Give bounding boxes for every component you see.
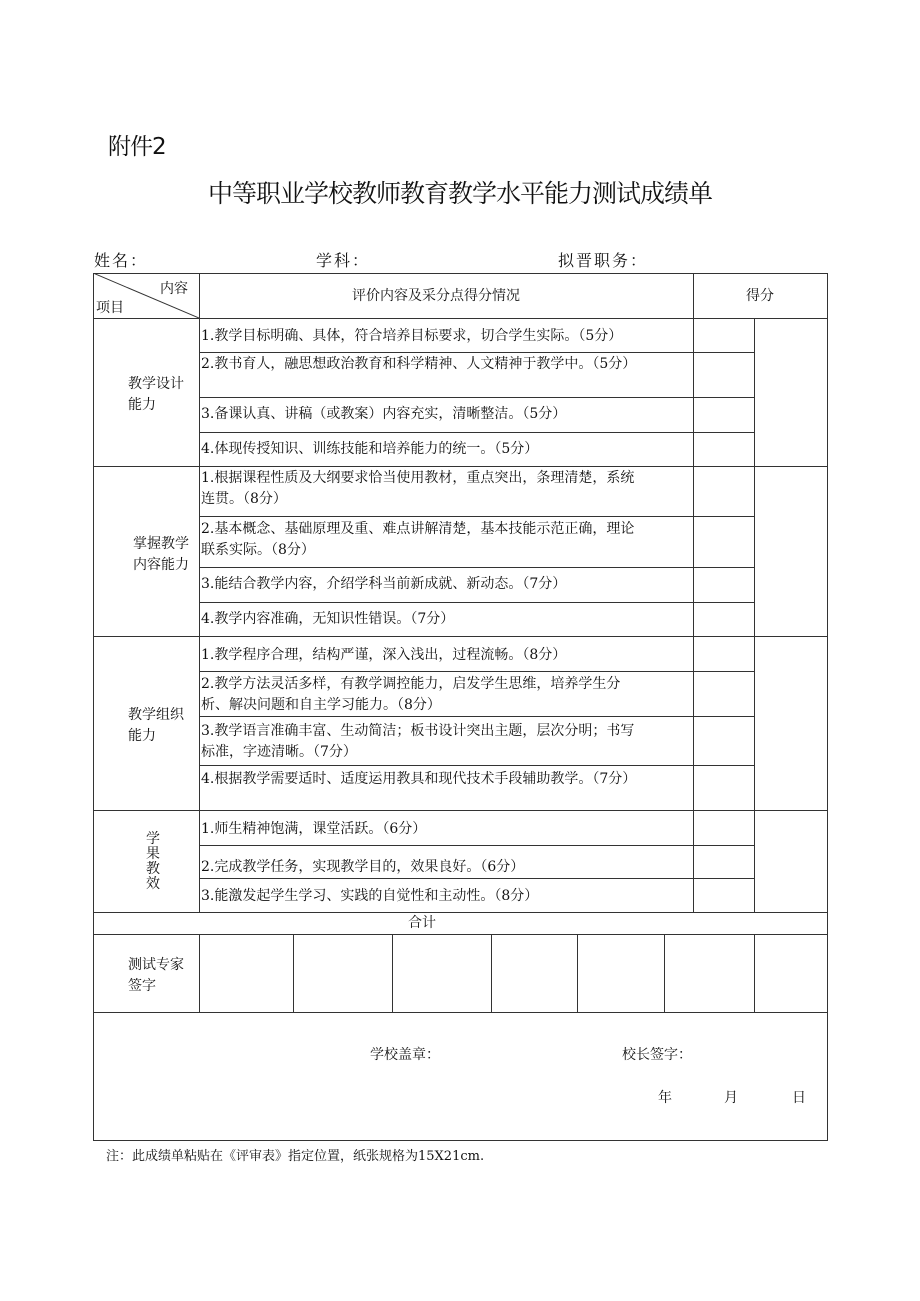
criteria-item: 4.根据教学需要适时、适度运用教具和现代技术手段辅助教学。（7分）	[201, 771, 637, 787]
header-content: 内容	[160, 281, 188, 297]
header-criteria: 评价内容及采分点得分情况	[352, 288, 520, 304]
position-label: 拟晋职务：	[558, 251, 649, 270]
criteria-item: 2.完成教学任务，实现教学目的，效果良好。（6分）	[201, 859, 525, 875]
footnote: 注：此成绩单粘贴在《评审表》指定位置，纸张规格为15X21cm.	[106, 1149, 485, 1164]
criteria-item-line: 标准，字迹清晰。（7分）	[201, 744, 357, 760]
year-label: 年	[658, 1090, 672, 1106]
category-content-mastery: 掌握教学内容能力	[133, 536, 189, 573]
criteria-item: 3.备课认真、讲稿（或教案）内容充实，清晰整洁。（5分）	[201, 406, 567, 422]
header-item: 项目	[96, 300, 124, 316]
criteria-item: 1.教学目标明确、具体，符合培养目标要求，切合学生实际。（5分）	[201, 328, 623, 344]
month-label: 月	[724, 1090, 738, 1106]
criteria-item-line: 析、解决问题和自主学习能力。（8分）	[201, 697, 441, 713]
criteria-item: 4.教学内容准确，无知识性错误。（7分）	[201, 611, 455, 627]
day-label: 日	[792, 1090, 806, 1106]
criteria-item: 3.能激发起学生学习、实践的自觉性和主动性。（8分）	[201, 888, 539, 904]
experts-signature-label: 测试专家签字	[128, 957, 184, 994]
criteria-item: 2.教书育人，融思想政治教育和科学精神、人文精神于教学中。（5分）	[201, 356, 637, 372]
criteria-item: 3.能结合教学内容，介绍学科当前新成就、新动态。（7分）	[201, 576, 567, 592]
criteria-item: 1.教学程序合理，结构严谨，深入浅出，过程流畅。（8分）	[201, 647, 567, 663]
name-label: 姓名：	[94, 251, 149, 270]
subject-label: 学科：	[316, 251, 371, 270]
total-label: 合计	[408, 915, 436, 931]
criteria-item-line: 2.教学方法灵活多样，有教学调控能力，启发学生思维，培养学生分	[201, 676, 621, 692]
criteria-item: 1.师生精神饱满，课堂活跃。（6分）	[201, 821, 427, 837]
criteria-item-line: 联系实际。（8分）	[201, 542, 315, 558]
criteria-item: 4.体现传授知识、训练技能和培养能力的统一。（5分）	[201, 441, 539, 457]
category-organization: 教学组织能力	[128, 707, 184, 744]
criteria-item-line: 2.基本概念、基础原理及重、难点讲解清楚，基本技能示范正确，理论	[201, 521, 635, 537]
criteria-item-line: 3.教学语言准确丰富、生动简洁；板书设计突出主题，层次分明；书写	[201, 723, 635, 739]
attachment-label: 附件2	[108, 134, 166, 160]
criteria-item-line: 1.根据课程性质及大纲要求恰当使用教材，重点突出，条理清楚，系统	[201, 470, 635, 486]
criteria-item-line: 连贯。（8分）	[201, 491, 287, 507]
category-teaching-design: 教学设计能力	[128, 376, 184, 413]
category-teaching-effect: 学果教效	[146, 831, 160, 892]
page-title: 中等职业学校教师教育教学水平能力测试成绩单	[207, 179, 712, 208]
principal-signature-label: 校长签字：	[622, 1047, 692, 1063]
header-score: 得分	[746, 288, 774, 304]
school-seal-label: 学校盖章：	[370, 1047, 440, 1063]
